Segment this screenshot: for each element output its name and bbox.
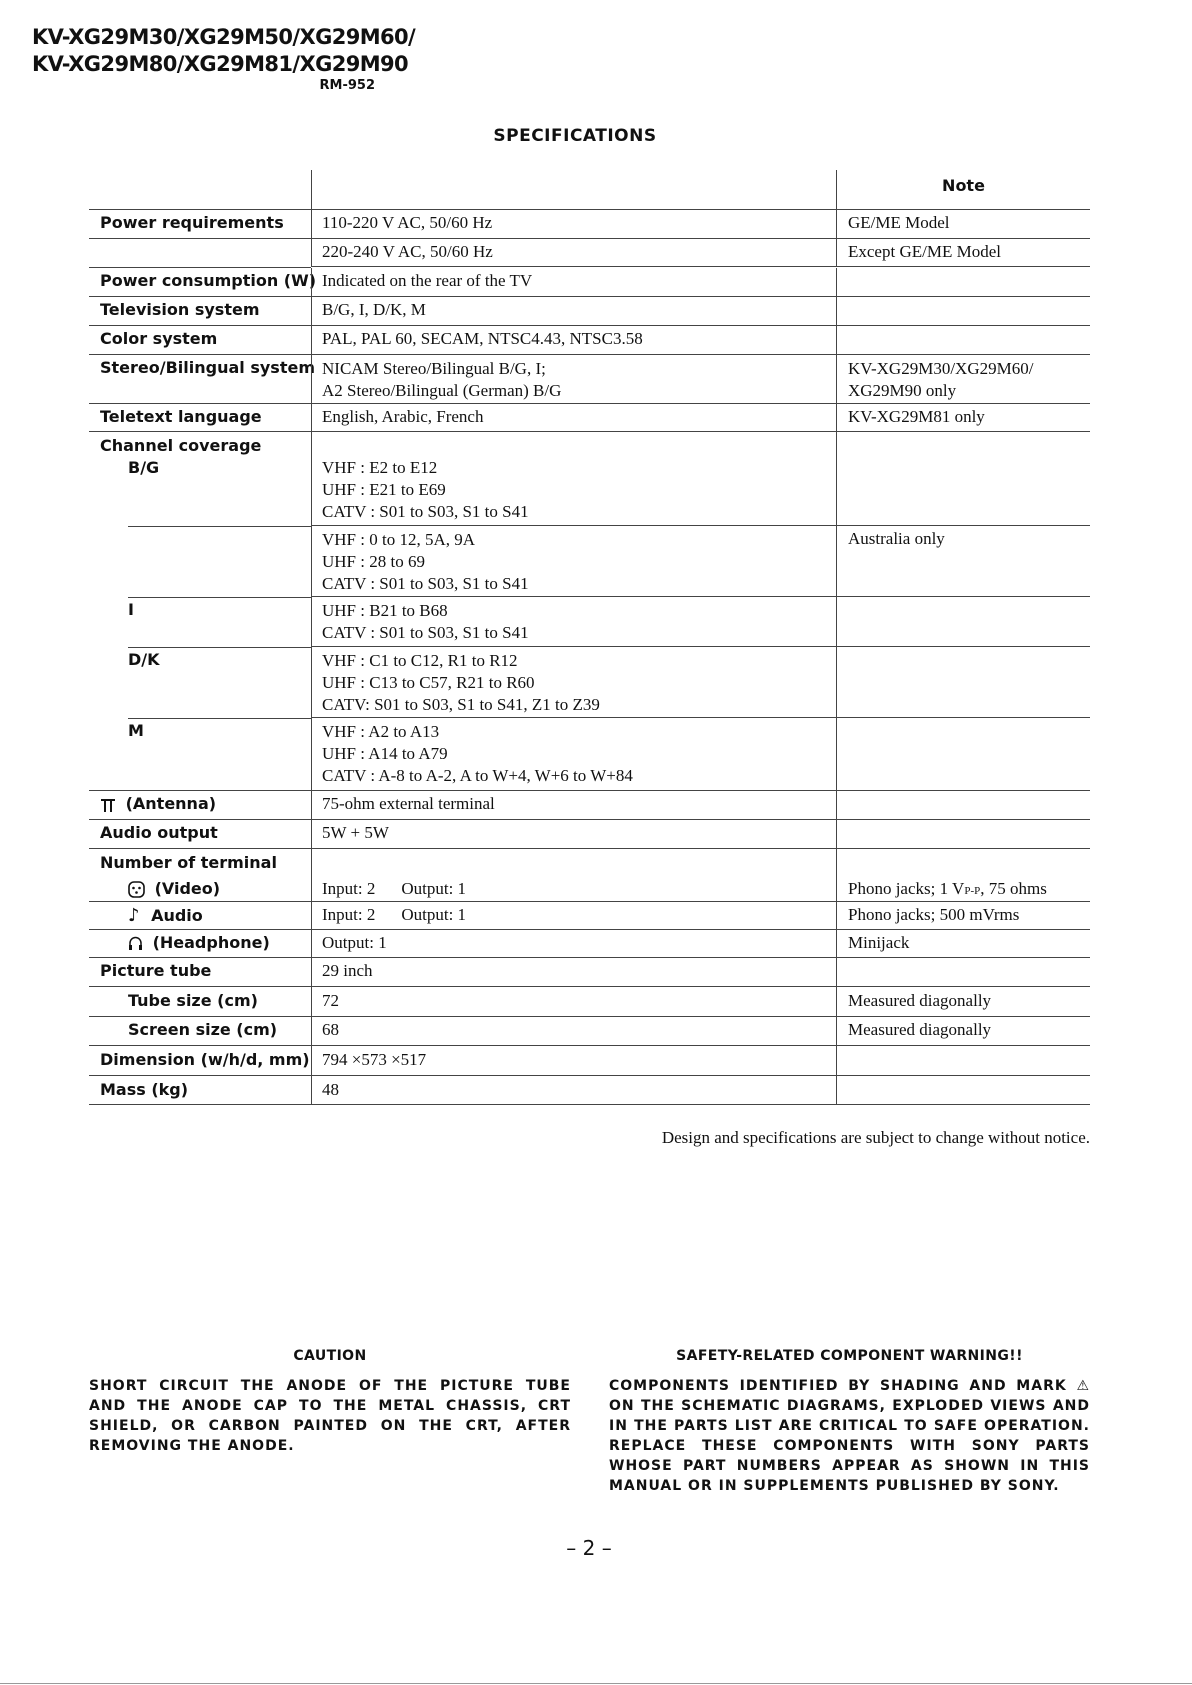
teletext-language-value: English, Arabic, French bbox=[311, 404, 836, 431]
stereo-system-value-2: A2 Stereo/Bilingual (German) B/G bbox=[322, 381, 562, 400]
channel-i-line-1: UHF : B21 to B68 bbox=[322, 601, 448, 620]
teletext-language-note: KV-XG29M81 only bbox=[836, 404, 1090, 431]
power-consumption-value: Indicated on the rear of the TV bbox=[311, 268, 836, 296]
channel-i-label: I bbox=[128, 600, 134, 619]
audio-input: Input: 2 bbox=[322, 905, 376, 924]
channel-bg-aus-line-3: CATV : S01 to S03, S1 to S41 bbox=[322, 574, 529, 593]
safety-warning-body: COMPONENTS IDENTIFIED BY SHADING AND MARK ⚠ ON THE SCHEMATIC DIAGRAMS, EXPLODED VIEWS AND IN THE PARTS LIST ARE CRITICAL TO SAFE OPERATION. REPLACE THESE COMPONENTS WITH SONY PARTS WHOSE PART NUMBERS APPEAR AS SHOWN IN THIS MANUAL OR IN SUPPLEMENTS PUBLISHED BY SONY. bbox=[609, 1378, 1090, 1494]
picture-tube-label: Picture tube bbox=[100, 961, 212, 980]
table-row bbox=[89, 404, 1090, 432]
channel-m-line-2: UHF : A14 to A79 bbox=[322, 744, 448, 763]
channel-dk-line-3: CATV: S01 to S03, S1 to S41, Z1 to Z39 bbox=[322, 695, 600, 714]
channel-bg-line-3: CATV : S01 to S03, S1 to S41 bbox=[322, 502, 529, 521]
power-requirements-value-2: 220-240 V AC, 50/60 Hz bbox=[311, 239, 836, 267]
table-row bbox=[89, 526, 1090, 597]
channel-bg-label: B/G bbox=[128, 458, 160, 477]
music-note-icon: ♪ bbox=[128, 905, 140, 926]
bottom-rule bbox=[0, 1683, 1192, 1684]
mass-label: Mass (kg) bbox=[100, 1080, 189, 1099]
audio-output-label: Audio output bbox=[100, 823, 218, 842]
television-system-value: B/G, I, D/K, M bbox=[311, 297, 836, 325]
screen-size-value: 68 bbox=[311, 1017, 836, 1045]
table-row bbox=[89, 210, 1090, 239]
table-row bbox=[89, 647, 1090, 718]
channel-i-line-2: CATV : S01 to S03, S1 to S41 bbox=[322, 623, 529, 642]
table-row bbox=[89, 297, 1090, 326]
specifications-table bbox=[89, 170, 1090, 1105]
antenna-icon bbox=[100, 797, 116, 813]
tube-size-value: 72 bbox=[311, 987, 836, 1016]
audio-output-count: Output: 1 bbox=[401, 905, 467, 924]
table-row bbox=[89, 597, 1090, 647]
screen-size-label: Screen size (cm) bbox=[128, 1020, 278, 1039]
table-row bbox=[89, 791, 1090, 820]
model-header bbox=[32, 24, 415, 93]
channel-coverage-label: Channel coverage bbox=[100, 436, 262, 455]
channel-bg-aus-note: Australia only bbox=[836, 526, 1090, 597]
stereo-system-value-1: NICAM Stereo/Bilingual B/G, I; bbox=[322, 359, 546, 378]
model-line-2: KV-XG29M80/XG29M81/XG29M90 bbox=[32, 52, 409, 76]
video-terminal-label: (Video) bbox=[154, 879, 221, 898]
power-requirements-note-1: GE/ME Model bbox=[836, 210, 1090, 238]
caution-title: CAUTION bbox=[293, 1348, 367, 1364]
channel-dk-label: D/K bbox=[128, 650, 160, 669]
table-row bbox=[89, 958, 1090, 987]
screen-size-note: Measured diagonally bbox=[836, 1017, 1090, 1045]
dimension-value: 794 ×573 ×517 bbox=[311, 1046, 836, 1075]
tube-size-label: Tube size (cm) bbox=[128, 991, 258, 1010]
table-row bbox=[89, 1076, 1090, 1105]
channel-m-line-1: VHF : A2 to A13 bbox=[322, 722, 440, 741]
table-row bbox=[89, 1046, 1090, 1076]
power-consumption-label: Power consumption (W) bbox=[100, 271, 317, 290]
television-system-label: Television system bbox=[100, 300, 260, 319]
color-system-label: Color system bbox=[100, 329, 218, 348]
audio-output-value: 5W + 5W bbox=[311, 820, 836, 848]
power-requirements-label: Power requirements bbox=[100, 213, 284, 232]
color-system-value: PAL, PAL 60, SECAM, NTSC4.43, NTSC3.58 bbox=[311, 326, 836, 354]
table-row bbox=[89, 987, 1090, 1017]
remote-model: RM-952 bbox=[319, 78, 375, 93]
power-requirements-note-2: Except GE/ME Model bbox=[836, 239, 1090, 267]
channel-bg-aus-line-1: VHF : 0 to 12, 5A, 9A bbox=[322, 530, 476, 549]
antenna-value: 75-ohm external terminal bbox=[311, 791, 836, 819]
audio-terminal-note: Phono jacks; 500 mVrms bbox=[836, 902, 1090, 929]
headphone-note: Minijack bbox=[836, 930, 1090, 957]
headphone-label: (Headphone) bbox=[152, 933, 270, 952]
video-note-sub: P-P bbox=[964, 885, 981, 897]
table-row bbox=[89, 902, 1090, 930]
stereo-system-note-2: XG29M90 only bbox=[848, 381, 957, 400]
video-note-a: Phono jacks; 1 V bbox=[848, 879, 965, 898]
number-of-terminal-label: Number of terminal bbox=[100, 853, 277, 872]
video-input: Input: 2 bbox=[322, 879, 376, 898]
table-row bbox=[89, 930, 1090, 958]
page-number: – 2 – bbox=[566, 1536, 612, 1560]
power-requirements-value-1: 110-220 V AC, 50/60 Hz bbox=[311, 210, 836, 238]
channel-dk-line-1: VHF : C1 to C12, R1 to R12 bbox=[322, 651, 518, 670]
channel-bg-aus-line-2: UHF : 28 to 69 bbox=[322, 552, 425, 571]
picture-tube-value: 29 inch bbox=[311, 958, 836, 986]
table-row bbox=[89, 432, 1090, 526]
stereo-system-label: Stereo/Bilingual system bbox=[100, 358, 315, 377]
headphone-icon bbox=[128, 936, 143, 951]
video-jack-icon bbox=[128, 881, 145, 898]
table-row bbox=[89, 239, 1090, 267]
page-title: SPECIFICATIONS bbox=[493, 126, 657, 146]
table-row bbox=[89, 326, 1090, 355]
table-row bbox=[89, 1017, 1090, 1046]
model-line-1: KV-XG29M30/XG29M50/XG29M60/ bbox=[32, 25, 416, 49]
caution-body: SHORT CIRCUIT THE ANODE OF THE PICTURE TUBE AND THE ANODE CAP TO THE METAL CHASSIS, CRT SHIELD, OR CARBON PAINTED ON THE CRT, AFTER REMOVING THE ANODE. bbox=[89, 1378, 571, 1454]
safety-warning-title: SAFETY-RELATED COMPONENT WARNING!! bbox=[676, 1348, 1023, 1364]
stereo-system-note-1: KV-XG29M30/XG29M60/ bbox=[848, 359, 1034, 378]
channel-m-label: M bbox=[128, 721, 144, 740]
table-row bbox=[89, 820, 1090, 849]
video-output: Output: 1 bbox=[401, 879, 467, 898]
mass-value: 48 bbox=[311, 1076, 836, 1104]
note-column-header: Note bbox=[836, 170, 1090, 209]
video-note-b: , 75 ohms bbox=[980, 879, 1047, 898]
channel-bg-line-2: UHF : E21 to E69 bbox=[322, 480, 446, 499]
antenna-label: (Antenna) bbox=[125, 794, 217, 813]
specifications-footnote: Design and specifications are subject to change without notice. bbox=[661, 1128, 1090, 1147]
table-row bbox=[89, 268, 1090, 297]
dimension-label: Dimension (w/h/d, mm) bbox=[100, 1050, 310, 1069]
table-header-row bbox=[89, 170, 1090, 210]
audio-terminal-label: Audio bbox=[151, 906, 203, 925]
table-row bbox=[89, 355, 1090, 404]
headphone-output: Output: 1 bbox=[311, 930, 836, 957]
table-row bbox=[89, 718, 1090, 791]
channel-dk-line-2: UHF : C13 to C57, R21 to R60 bbox=[322, 673, 535, 692]
tube-size-note: Measured diagonally bbox=[836, 987, 1090, 1016]
teletext-language-label: Teletext language bbox=[100, 407, 262, 426]
channel-m-line-3: CATV : A-8 to A-2, A to W+4, W+6 to W+84 bbox=[322, 766, 633, 785]
channel-bg-line-1: VHF : E2 to E12 bbox=[322, 458, 438, 477]
table-row bbox=[89, 849, 1090, 902]
